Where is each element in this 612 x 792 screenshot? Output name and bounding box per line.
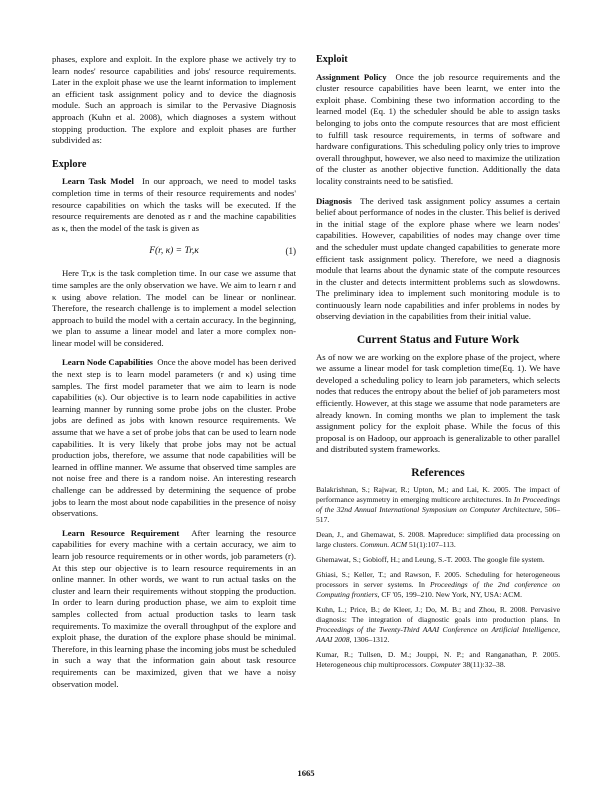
status-paragraph: As of now we are working on the explore phase of the project, where we assume a linear model for task completion time(Eq. 1). We have developed a scheduling policy to learn job parameters, which selects nodes that reduces the entropy about the belief of job parameters most efficiently. However, at this stage we assume that node parameters are already known. In coming months we plan to implement the task assignment policy for the exploit phase. While the focus of this proposal is on Hadoop, our approach is generalizable to other parallel and distributed system frameworks. xyxy=(316,351,560,455)
status-heading: Current Status and Future Work xyxy=(356,334,520,347)
reference-pages: 51(1):107–113. xyxy=(407,539,456,549)
reference-item xyxy=(316,485,560,525)
reference-venue: Commun. ACM xyxy=(359,539,408,549)
page-number: 1665 xyxy=(297,768,315,778)
reference-text: Balakrishnan, S.; Rajwar, R.; Upton, M.; and Lai, K. 2005. The impact of performance asymmetry in emerging multicore architectures. In xyxy=(316,484,560,504)
references-heading: References xyxy=(411,467,465,479)
learn-task-model-title: Learn Task Model xyxy=(62,176,134,187)
reference-text: Ghemawat, S.; Gobioff, H.; and Leung, S.-T. 2003. The google file system. xyxy=(316,554,545,564)
reference-venue: Computer xyxy=(430,659,461,669)
learn-node-capabilities-paragraph xyxy=(52,357,296,519)
equation-block xyxy=(52,242,296,264)
reference-item xyxy=(316,530,560,550)
reference-pages: , 1306–1312. xyxy=(349,634,390,644)
equation-number: (1) xyxy=(285,246,296,257)
reference-pages: 38(11):32–38. xyxy=(460,659,506,669)
reference-text: Dean, J., and Ghemawat, S. 2008. Mapreduce: simplified data processing on large clusters. xyxy=(316,529,560,549)
reference-item xyxy=(316,570,560,600)
right-column xyxy=(316,54,560,675)
exploit-heading: Exploit xyxy=(316,54,348,65)
reference-text: Kumar, R.; Tullsen, D. M.; Jouppi, N. P.; and Ranganathan, P. 2005. Heterogeneous chip multiprocessors. xyxy=(316,649,560,669)
reference-pages: , CF '05, 199–210. New York, NY, USA: ACM. xyxy=(377,589,523,599)
assignment-policy-paragraph xyxy=(316,72,560,188)
assignment-policy-text: Once the job resource requirements and the cluster resource capabilities have been learnt, we enter into the exploit phase. Combining these two information according to the learned model (Eq. 1) the scheduler should be able to assign tasks belonging to jobs onto the compute resources that are most efficient to fulfill task resource requirements, in terms of software and hardware configurations. This scheduling policy only tries to improve overall throughput, however, we also need to maximize the utilization of the cluster as another objective function. Additionally the data locality constraints need to be satisfied. xyxy=(316,71,561,186)
equation: F(r, κ) = Tr,κ xyxy=(149,246,199,257)
learn-node-capabilities-title: Learn Node Capabilities xyxy=(62,357,153,368)
reference-text: Ghiasi, S.; Keller, T.; and Rawson, F. 2005. Scheduling for heterogeneous processors in server systems. In xyxy=(316,569,560,589)
reference-text: Kuhn, L.; Price, B.; de Kleer, J.; Do, M. B.; and Zhou, R. 2008. Pervasive diagnosis: The integration of diagnostic goals into production plans. In xyxy=(316,604,560,624)
learn-resource-requirement-paragraph xyxy=(52,528,296,690)
reference-item xyxy=(316,650,560,670)
after-equation-paragraph: Here Tr,κ is the task completion time. In our case we assume that time samples are the only observation we have. We aim to learn r and κ using above relation. The model can be linear or nonlinear. Therefore, the research challenge is to implement a model selection approach to build the model with a certain accuracy. In the beginning, we plan to assume a linear model and later a more complex non-linear model will be considered. xyxy=(52,268,296,348)
reference-item xyxy=(316,605,560,645)
learn-resource-requirement-title: Learn Resource Requirement xyxy=(62,527,180,538)
left-column xyxy=(52,54,296,698)
intro-paragraph: phases, explore and exploit. In the explore phase we actively try to learn nodes' resource capabilities and jobs' resource requirements. Later in the exploit phase we use the learnt information to implement an efficient task assignment policy and to device the diagnosis module. Such an approach is similar to the Pervasive Diagnosis approach (Kuhn et al. 2008), which diagnoses a system without stopping production. The explore and exploit phases are further subdivided as: xyxy=(52,54,296,146)
learn-resource-requirement-text: After learning the resource capabilities for every machine with a certain accuracy, we aim to learn job resource requirements or in other words, job parameters (r). At this step our objective is to learn resource requirements in an online manner. In other words, we want to run actual tasks on the cluster and learn their requirements without stopping the production. In order to learn during production phase, we aim to exploit time samples collected from actual production tasks to learn task requirements. To maximize the overall throughput of the explore and exploit phase, the duration of the explore phase should be minimal. Therefore, in this learning phase the incoming jobs must be scheduled in such a way that the information gain about task resource requirements can be maximized, given that we have a noisy observation model. xyxy=(52,527,297,689)
reference-venue: In Proceedings of the 32nd Annual International Symposium on Computer Architecture xyxy=(316,494,560,514)
learn-task-model-paragraph xyxy=(52,176,296,234)
diagnosis-title: Diagnosis xyxy=(316,195,352,206)
learn-node-capabilities-text: Once the above model has been derived the next step is to learn model parameters (r and κ) using time samples. The first model parameter that we aim to learn is node capabilities (κ). Our objective is to learn node capabilities in active learning manner by running some probe jobs on the cluster. Probe jobs are defined as jobs with known resource requirements. We assume that we have a set of probe jobs that can be used to learn node capabilities. It is very likely that probe jobs may not be actual production jobs, therefore, we assume that node capabilities will be learned in offline manner. We assume that observed time samples are not noise free and there is a random noise. An interesting research challenge can be addressed by determining the sequence of probe jobs to learn the most about node capabilities in the presence of noisy observations. xyxy=(52,357,296,519)
diagnosis-paragraph xyxy=(316,196,560,324)
assignment-policy-title: Assignment Policy xyxy=(316,71,387,82)
references-list xyxy=(316,485,560,670)
reference-item xyxy=(316,555,560,565)
explore-heading: Explore xyxy=(52,158,87,170)
reference-pages: , 506–517. xyxy=(316,504,561,524)
reference-venue: Proceedings of the Twenty-Third AAAI Conference on Artificial Intelligence, AAAI 2008 xyxy=(316,624,560,644)
paper-page xyxy=(52,54,560,754)
learn-task-model-text: In our approach, we need to model tasks completion time in terms of their resource requirements and nodes' resource capabilities on which the tasks will be executed. If the resource requirements are denoted as r and the machine capabilities as κ, then the model of the task is given as xyxy=(52,176,297,233)
reference-venue: Proceedings of the 2nd conference on Computing frontiers xyxy=(316,579,560,599)
diagnosis-text: The derived task assignment policy assumes a certain belief about performance of nodes in the cluster. This belief is derived in the initial stage of the explore phase where we learn nodes' capabilities. However, capabilities of nodes may change over time and the scheduler must update changed capabilities to generate more efficient task assignment policy. Therefore, we need a diagnosis module that learns about the dynamic state of the compute resources in the cluster and detects intermittent problems such as slowdowns. The preliminary idea to implement such monitoring module is to continuously learn node capabilities and infer problems in nodes by observing deviation in the capabilities from their initial value. xyxy=(316,195,560,322)
